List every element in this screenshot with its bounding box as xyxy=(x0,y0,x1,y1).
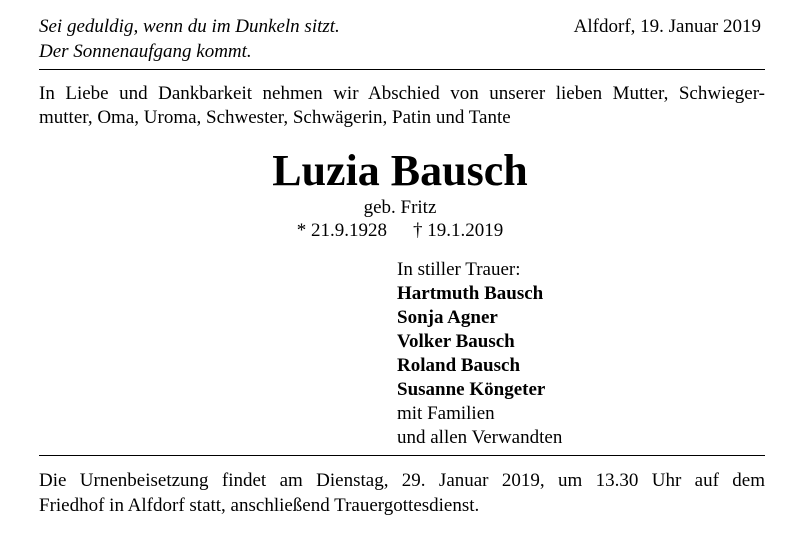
deceased-name: Luzia Bausch xyxy=(272,146,528,195)
funeral-info-line-1: Die Urnenbeisetzung findet am Dienstag, 29. Januar 2019, um 13.30 Uhr auf dem xyxy=(39,470,765,491)
motto-line-2: Der Sonnenaufgang kommt. xyxy=(39,41,252,62)
intro-line-2: mutter, Oma, Uroma, Schwester, Schwägerin, Patin und Tante xyxy=(39,107,511,128)
funeral-info xyxy=(39,468,765,518)
intro-line-1: In Liebe und Dankbarkeit nehmen wir Abschied von unserer lieben Mutter, Schwieger- xyxy=(39,83,765,104)
mourners-families: mit Familien xyxy=(397,403,495,424)
funeral-info-line-2: Friedhof in Alfdorf statt, anschließend Trauergottesdienst. xyxy=(39,495,480,516)
death-date: † 19.1.2019 xyxy=(413,220,504,241)
motto-line-1: Sei geduldig, wenn du im Dunkeln sitzt. xyxy=(39,16,340,37)
bottom-divider xyxy=(39,455,765,456)
mourners-block xyxy=(397,258,562,450)
mourner-name: Susanne Köngeter xyxy=(397,379,546,400)
intro-text xyxy=(39,82,765,130)
mourners-heading: In stiller Trauer: xyxy=(397,259,521,280)
mourner-name: Hartmuth Bausch xyxy=(397,283,544,304)
mourner-name: Sonja Agner xyxy=(397,307,498,328)
birth-name: geb. Fritz xyxy=(363,197,437,218)
mourner-name: Roland Bausch xyxy=(397,355,521,376)
top-divider xyxy=(39,69,765,70)
mourner-name: Volker Bausch xyxy=(397,331,515,352)
place-date: Alfdorf, 19. Januar 2019 xyxy=(573,16,761,37)
mourners-relatives: und allen Verwandten xyxy=(397,427,563,448)
motto xyxy=(39,14,340,64)
birth-date: * 21.9.1928 xyxy=(296,220,387,241)
life-dates xyxy=(0,219,800,243)
